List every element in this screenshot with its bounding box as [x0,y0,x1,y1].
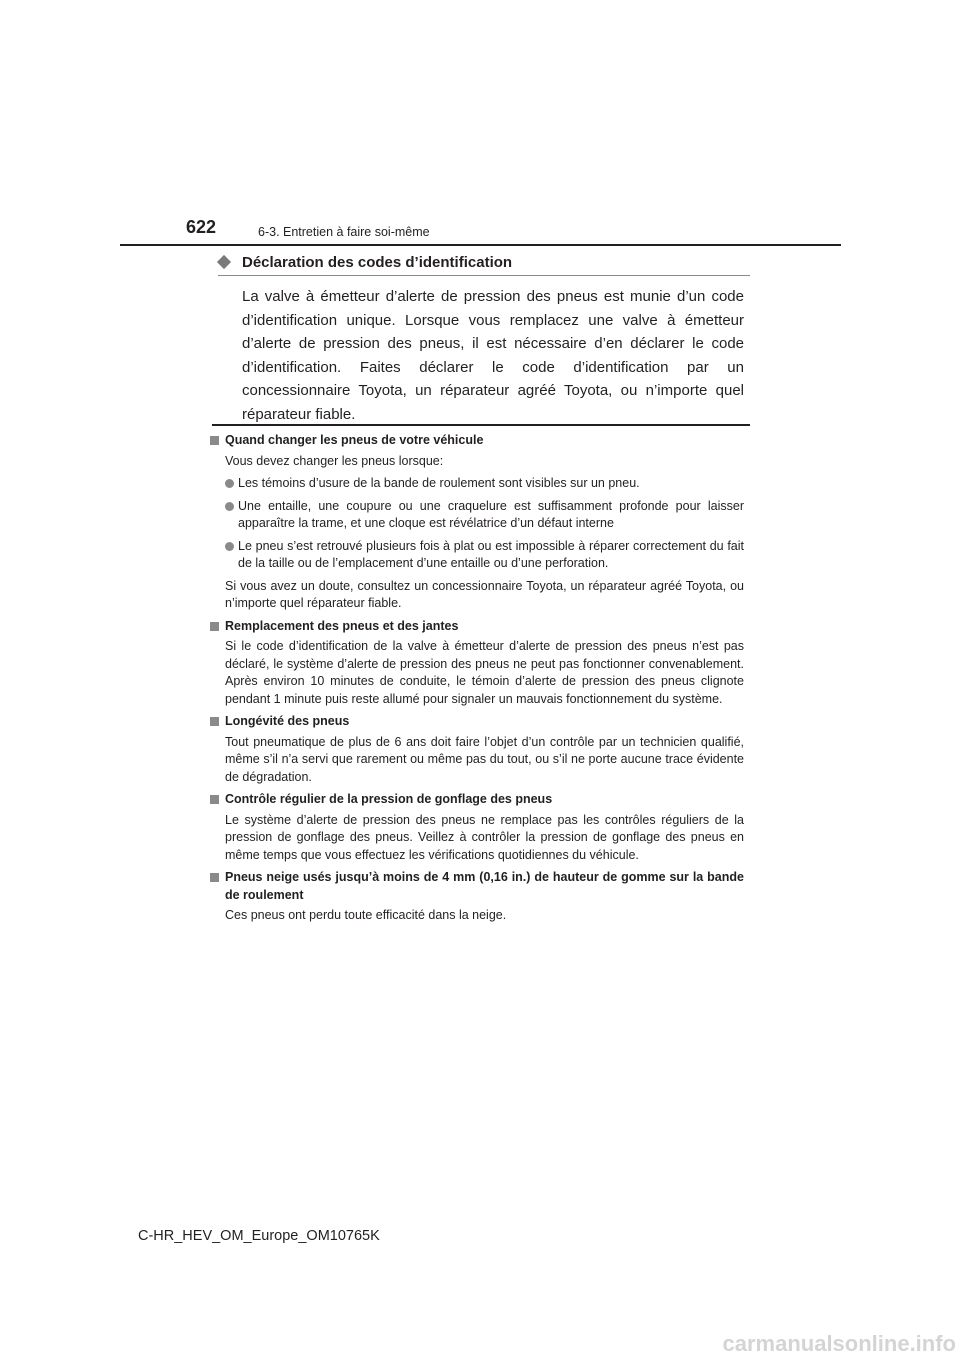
note-tire-longevity [210,713,744,786]
diamond-icon [217,255,231,269]
note-title-text: Quand changer les pneus de votre véhicule [225,433,484,447]
note-title-text: Contrôle régulier de la pression de gonflage des pneus [225,792,553,806]
square-bullet-icon [210,717,219,726]
note-tire-rim-replacement [210,618,744,709]
header-rule [120,244,841,246]
list-item [210,498,744,533]
note-snow-tires [210,869,744,925]
subsection-heading [218,253,750,276]
page-number: 622 [186,217,217,237]
list-item [210,538,744,573]
watermark: carmanualsonline.info [722,1331,956,1356]
footer-doc-id: C-HR_HEV_OM_Europe_OM10765K [138,1228,380,1244]
circle-bullet-icon [225,542,234,551]
square-bullet-icon [210,436,219,445]
list-item-text: Les témoins d’usure de la bande de roulement sont visibles sur un pneu. [238,476,640,490]
notes-rule [212,424,750,426]
note-text: Ces pneus ont perdu toute efficacité dans la neige. [225,908,507,922]
note-title [210,432,744,450]
note-title [210,791,744,809]
note-intro: Vous devez changer les pneus lorsque: [225,453,444,468]
square-bullet-icon [210,795,219,804]
note-title [210,869,744,904]
note-title [210,713,744,731]
square-bullet-icon [210,873,219,882]
circle-bullet-icon [225,502,234,511]
note-title-text: Longévité des pneus [225,714,350,728]
note-text: Si le code d’identification de la valve à émetteur d’alerte de pression des pneus n’est pas déclaré, le système d’alerte de pression des pneus ne peut pas fonctionner convenablement. Après environ 10 minutes de conduite, le témoin d’alerte de pression des pneus clignote pendant 1 minute puis reste allumé pour signaler un mauvais fonctionnement du système. [225,639,744,706]
note-text: Le système d’alerte de pression des pneus ne remplace pas les contrôles réguliers de la pression de gonflage des pneus. Veillez à contrôler la pression de gonflage des pneus en même temps que vous effectuez les vérifications quotidiennes du véhicule. [225,812,744,862]
subsection-body: La valve à émetteur d’alerte de pression des pneus est munie d’un code d’identification unique. Lorsque vous remplacez une valve à émetteur d’alerte de pression des pneus, il est nécessaire d’en déclarer le code d’identification. Faites déclarer le code d’identification par un concessionnaire Toyota, un réparateur agréé Toyota, ou n’importe quel réparateur fiable. [242,288,744,423]
list-item-text: Une entaille, une coupure ou une craquelure est suffisamment profonde pour laisser apparaître la trame, et une cloque est révélatrice d’un défaut interne [238,498,744,530]
note-outro: Si vous avez un doute, consultez un concessionnaire Toyota, un réparateur agréé Toyota, ou n’importe quel réparateur fiable. [225,578,744,610]
subsection-title: Déclaration des codes d’identification [242,254,513,271]
notes-section [210,432,744,925]
list-item [210,475,744,493]
note-title-text: Pneus neige usés jusqu’à moins de 4 mm (0,16 in.) de hauteur de gomme sur la bande de roulement [225,870,744,902]
bullet-list [210,475,744,573]
note-title-text: Remplacement des pneus et des jantes [225,618,459,633]
note-pressure-check [210,791,744,864]
note-title [210,618,744,636]
section-title: 6-3. Entretien à faire soi-même [258,225,430,239]
list-item-text: Le pneu s’est retrouvé plusieurs fois à plat ou est impossible à réparer correctement du fait de la taille ou de l’emplacement d’une entaille ou d’une perforation. [238,538,744,570]
square-bullet-icon [210,622,219,631]
note-tire-change [210,432,744,613]
circle-bullet-icon [225,479,234,488]
note-text: Tout pneumatique de plus de 6 ans doit faire l’objet d’un contrôle par un technicien qualifié, même s’il n’a servi que rarement ou même pas du tout, ou s’il ne porte aucune trace évidente de dégradation. [225,734,744,784]
